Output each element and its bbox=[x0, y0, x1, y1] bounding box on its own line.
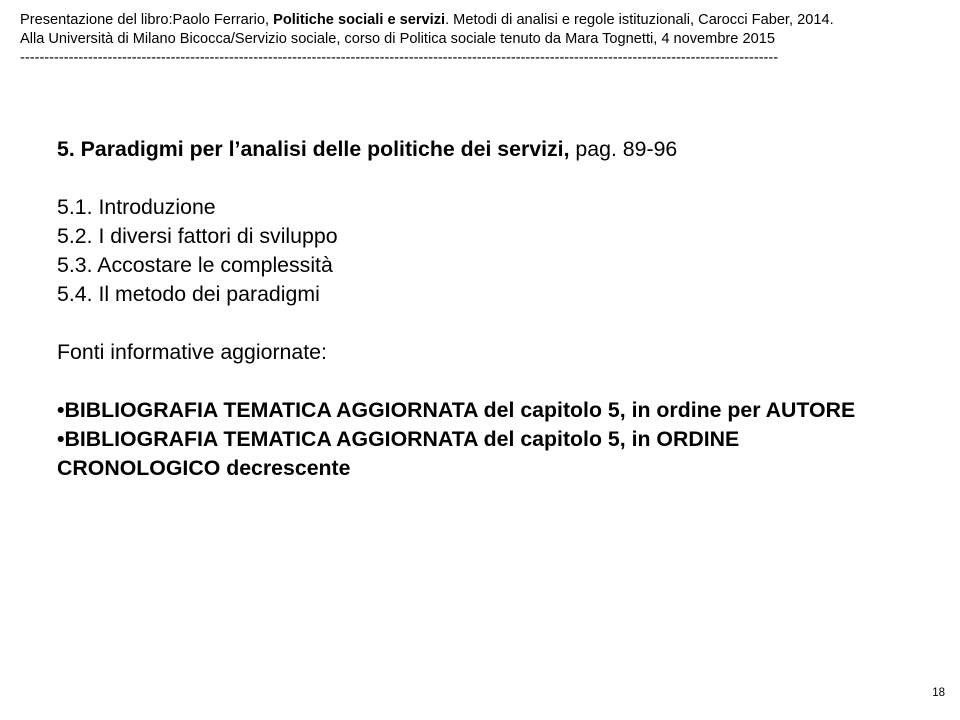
section-item: 5.4. Il metodo dei paradigmi bbox=[57, 282, 320, 306]
header-line-1-suffix: . Metodi di analisi e regole istituzionali, Carocci Faber, 2014. bbox=[445, 12, 834, 28]
chapter-title-text: 5. Paradigmi per l’analisi delle politiche dei servizi, bbox=[57, 137, 570, 161]
section-item: 5.1. Introduzione bbox=[57, 195, 216, 219]
chapter-pages: pag. 89-96 bbox=[569, 137, 678, 161]
bibliography-link-chronological[interactable]: •BIBLIOGRAFIA TEMATICA AGGIORNATA del capitolo 5, in ORDINE CRONOLOGICO decrescente bbox=[57, 427, 740, 480]
header-line-1 bbox=[20, 11, 940, 30]
header-line-2: Alla Università di Milano Bicocca/Servizio sociale, corso di Politica sociale tenuto da Mara Tognetti, 4 novembre 2015 bbox=[20, 31, 775, 47]
chapter-title bbox=[57, 135, 907, 164]
spacer bbox=[57, 309, 907, 338]
slide-header bbox=[20, 11, 940, 68]
slide-content bbox=[57, 135, 907, 483]
book-title: Politiche sociali e servizi bbox=[273, 12, 446, 28]
spacer bbox=[57, 164, 907, 193]
header-separator: ------------------------------------------------------------------------------------------------------------------------------------------------------------ bbox=[20, 50, 779, 66]
bibliography-link-author[interactable]: •BIBLIOGRAFIA TEMATICA AGGIORNATA del capitolo 5, in ordine per AUTORE bbox=[57, 398, 856, 422]
page-number: 18 bbox=[932, 687, 945, 699]
section-item: 5.2. I diversi fattori di sviluppo bbox=[57, 224, 338, 248]
spacer bbox=[57, 367, 907, 396]
section-item: 5.3. Accostare le complessità bbox=[57, 253, 333, 277]
sources-label: Fonti informative aggiornate: bbox=[57, 340, 327, 364]
header-line-1-prefix: Presentazione del libro:Paolo Ferrario, bbox=[20, 12, 274, 28]
